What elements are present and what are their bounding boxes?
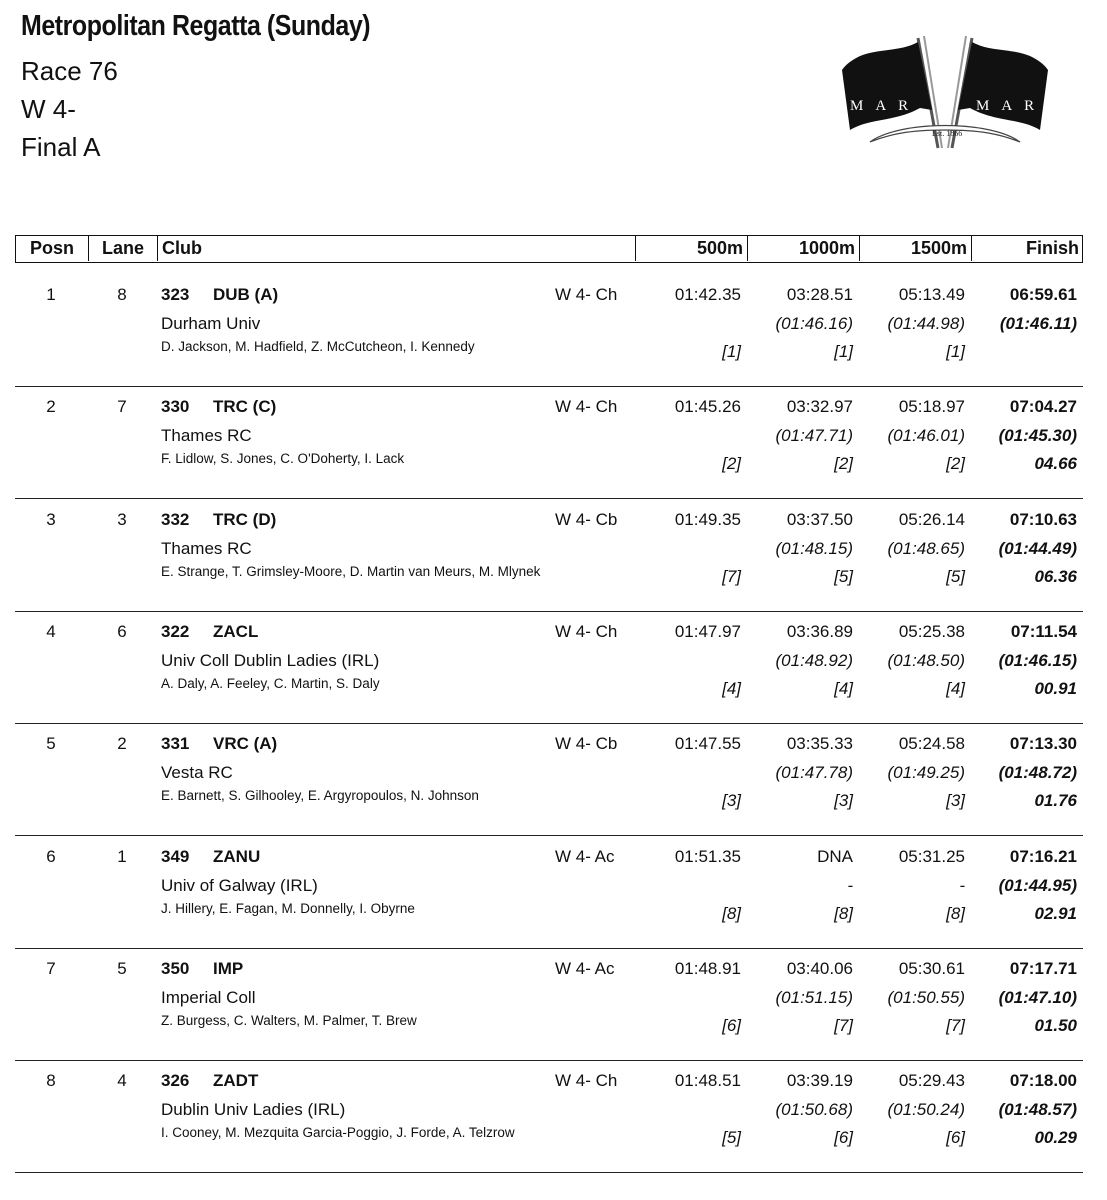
rank-1500m: [3] xyxy=(946,791,965,811)
split-finish: (01:47.10) xyxy=(998,987,1077,1007)
col-500m: 500m xyxy=(696,238,743,258)
time-1000m: DNA xyxy=(817,846,853,866)
crew-code: DUB (A) xyxy=(213,285,279,304)
rank-1500m: [7] xyxy=(946,1015,965,1035)
split-1000m: - xyxy=(847,875,853,895)
crew-members: F. Lidlow, S. Jones, C. O'Doherty, I. Lack xyxy=(161,451,405,467)
crew-code: ZANU xyxy=(213,846,261,866)
split-1000m: (01:47.71) xyxy=(775,426,853,446)
crew-members: D. Jackson, M. Hadfield, Z. McCutcheon, I. Kennedy xyxy=(161,339,475,354)
time-1500m: 05:18.97 xyxy=(898,397,965,417)
time-1500m: 05:31.25 xyxy=(898,846,965,866)
time-1500m: 05:26.14 xyxy=(898,509,965,529)
time-500m: 01:49.35 xyxy=(674,509,741,529)
time-1500m: 05:29.43 xyxy=(898,1071,965,1091)
split-1500m: (01:48.50) xyxy=(887,650,965,670)
finish-time: 06:59.61 xyxy=(1009,285,1077,304)
posn: 2 xyxy=(46,397,56,417)
rank-1000m: [8] xyxy=(834,903,853,923)
table-row xyxy=(15,837,1083,949)
split-finish: (01:44.49) xyxy=(998,538,1077,558)
split-1000m: (01:50.68) xyxy=(775,1100,853,1120)
margin: 01.50 xyxy=(1034,1015,1077,1035)
margin: 04.66 xyxy=(1034,454,1077,474)
rank-1000m: [6] xyxy=(834,1128,853,1148)
posn: 3 xyxy=(46,509,56,529)
col-posn: Posn xyxy=(29,238,74,258)
category: W 4- Ch xyxy=(555,285,618,304)
rank-500m: [3] xyxy=(722,791,741,811)
crew-code: IMP xyxy=(213,958,244,978)
split-1500m: (01:50.55) xyxy=(887,987,965,1007)
crew-code: ZACL xyxy=(213,621,259,641)
finish-time: 07:17.71 xyxy=(1009,958,1077,978)
lane: 4 xyxy=(117,1071,127,1091)
club-name: Dublin Univ Ladies (IRL) xyxy=(161,1100,346,1120)
category: W 4- Ac xyxy=(555,958,615,978)
crew-members: Z. Burgess, C. Walters, M. Palmer, T. Brew xyxy=(161,1012,417,1028)
rank-1000m: [7] xyxy=(834,1015,853,1035)
posn: 8 xyxy=(46,1071,56,1091)
split-1500m: (01:48.65) xyxy=(887,538,965,558)
time-1000m: 03:28.51 xyxy=(786,285,853,304)
col-club: Club xyxy=(162,238,202,258)
split-1000m: (01:51.15) xyxy=(775,987,853,1007)
crew-code: TRC (C) xyxy=(213,397,277,417)
mar-flags-logo xyxy=(840,30,1050,160)
col-1500m: 1500m xyxy=(910,238,967,258)
rank-1500m: [6] xyxy=(946,1128,965,1148)
time-1000m: 03:32.97 xyxy=(786,397,853,417)
crew-number: 349 xyxy=(161,846,190,866)
lane: 8 xyxy=(117,285,127,304)
club-name: Thames RC xyxy=(161,538,252,558)
crew-code: ZADT xyxy=(213,1071,259,1091)
split-1000m: (01:47.78) xyxy=(775,763,853,783)
rank-500m: [2] xyxy=(722,454,741,474)
category: W 4- Ac xyxy=(555,846,615,866)
col-lane: Lane xyxy=(101,238,144,258)
race-stage: Final A xyxy=(21,132,101,162)
category: W 4- Ch xyxy=(555,1071,618,1091)
time-500m: 01:48.91 xyxy=(674,958,741,978)
split-1500m: (01:44.98) xyxy=(887,314,965,333)
split-finish: (01:48.57) xyxy=(998,1100,1077,1120)
regatta-title: Metropolitan Regatta (Sunday) xyxy=(21,10,371,42)
time-1000m: 03:40.06 xyxy=(786,958,853,978)
rank-1500m: [2] xyxy=(946,454,965,474)
table-row xyxy=(15,612,1083,724)
margin: 06.36 xyxy=(1034,566,1077,586)
split-1500m: (01:49.25) xyxy=(887,763,965,783)
rank-1000m: [2] xyxy=(834,454,853,474)
rank-1500m: [8] xyxy=(946,903,965,923)
crew-number: 326 xyxy=(161,1071,190,1091)
category: W 4- Ch xyxy=(555,621,618,641)
crew-number: 330 xyxy=(161,397,190,417)
rank-500m: [8] xyxy=(722,903,741,923)
time-500m: 01:51.35 xyxy=(674,846,741,866)
finish-time: 07:04.27 xyxy=(1009,397,1077,417)
rank-1000m: [5] xyxy=(834,566,853,586)
race-number: Race 76 xyxy=(21,56,118,86)
category: W 4- Cb xyxy=(555,734,618,754)
col-1000m: 1000m xyxy=(798,238,855,258)
split-finish: (01:48.72) xyxy=(998,763,1077,783)
posn: 6 xyxy=(46,846,56,866)
split-1000m: (01:48.15) xyxy=(775,538,853,558)
right-flag-text: MAR xyxy=(976,98,1047,114)
finish-time: 07:10.63 xyxy=(1009,509,1077,529)
rank-1500m: [5] xyxy=(946,566,965,586)
posn: 4 xyxy=(46,621,56,641)
lane: 5 xyxy=(117,958,127,978)
finish-time: 07:18.00 xyxy=(1009,1071,1077,1091)
posn: 1 xyxy=(46,285,56,304)
crew-members: E. Strange, T. Grimsley-Moore, D. Martin van Meurs, M. Mlynek xyxy=(161,563,541,579)
split-finish: (01:46.15) xyxy=(998,650,1077,670)
event-name: W 4- xyxy=(21,94,76,124)
time-500m: 01:42.35 xyxy=(674,285,741,304)
table-row xyxy=(15,500,1083,612)
crew-number: 350 xyxy=(161,958,190,978)
crew-number: 323 xyxy=(161,285,190,304)
time-500m: 01:45.26 xyxy=(674,397,741,417)
col-finish: Finish xyxy=(1026,238,1079,258)
lane: 3 xyxy=(117,509,127,529)
time-1500m: 05:25.38 xyxy=(898,621,965,641)
margin: 01.76 xyxy=(1034,791,1077,811)
finish-time: 07:16.21 xyxy=(1009,846,1077,866)
posn: 7 xyxy=(46,958,56,978)
crew-number: 331 xyxy=(161,734,190,754)
margin: 00.91 xyxy=(1034,678,1077,698)
rank-500m: [5] xyxy=(722,1128,741,1148)
club-name: Vesta RC xyxy=(161,763,233,783)
club-name: Thames RC xyxy=(161,426,252,446)
left-flag-text: MAR xyxy=(850,98,921,114)
time-1000m: 03:37.50 xyxy=(786,509,853,529)
split-1000m: (01:46.16) xyxy=(775,314,853,333)
split-finish: (01:46.11) xyxy=(999,314,1077,333)
table-row xyxy=(15,949,1083,1061)
time-500m: 01:48.51 xyxy=(674,1071,741,1091)
rank-1000m: [3] xyxy=(834,791,853,811)
time-1500m: 05:13.49 xyxy=(898,285,965,304)
table-row xyxy=(15,275,1083,387)
lane: 2 xyxy=(117,734,127,754)
club-name: Univ Coll Dublin Ladies (IRL) xyxy=(161,650,380,670)
time-500m: 01:47.55 xyxy=(674,734,741,754)
posn: 5 xyxy=(46,734,56,754)
margin: 00.29 xyxy=(1034,1128,1077,1148)
rank-500m: [4] xyxy=(722,678,741,698)
lane: 6 xyxy=(117,621,127,641)
split-finish: (01:45.30) xyxy=(998,426,1077,446)
lane: 7 xyxy=(117,397,127,417)
table-row xyxy=(15,1061,1083,1173)
split-finish: (01:44.95) xyxy=(998,875,1077,895)
rank-500m: [1] xyxy=(722,342,741,361)
crew-code: TRC (D) xyxy=(213,509,277,529)
club-name: Imperial Coll xyxy=(161,987,256,1007)
time-1000m: 03:36.89 xyxy=(786,621,853,641)
split-1500m: (01:50.24) xyxy=(887,1100,965,1120)
time-1000m: 03:35.33 xyxy=(786,734,853,754)
crew-members: E. Barnett, S. Gilhooley, E. Argyropoulos, N. Johnson xyxy=(161,788,479,804)
rank-1500m: [1] xyxy=(946,342,965,361)
category: W 4- Ch xyxy=(555,397,618,417)
rank-500m: [7] xyxy=(722,566,741,586)
est-text: Est. 1866 xyxy=(932,129,963,138)
margin: 02.91 xyxy=(1034,903,1077,923)
results-table-header xyxy=(15,235,1083,263)
crew-number: 332 xyxy=(161,509,190,529)
rank-500m: [6] xyxy=(722,1015,741,1035)
time-500m: 01:47.97 xyxy=(674,621,741,641)
category: W 4- Cb xyxy=(555,509,618,529)
time-1000m: 03:39.19 xyxy=(786,1071,853,1091)
rank-1000m: [1] xyxy=(834,342,853,361)
club-name: Durham Univ xyxy=(161,314,261,333)
table-row xyxy=(15,724,1083,836)
lane: 1 xyxy=(117,846,127,866)
rank-1500m: [4] xyxy=(946,678,965,698)
split-1000m: (01:48.92) xyxy=(775,650,853,670)
crew-members: J. Hillery, E. Fagan, M. Donnelly, I. Obyrne xyxy=(161,900,415,916)
row-divider xyxy=(15,1172,1083,1173)
crew-members: A. Daly, A. Feeley, C. Martin, S. Daly xyxy=(161,675,380,691)
crew-number: 322 xyxy=(161,621,190,641)
crew-code: VRC (A) xyxy=(213,734,278,754)
club-name: Univ of Galway (IRL) xyxy=(161,875,318,895)
time-1500m: 05:24.58 xyxy=(898,734,965,754)
split-1500m: (01:46.01) xyxy=(887,426,965,446)
table-row xyxy=(15,387,1083,499)
crew-members: I. Cooney, M. Mezquita Garcia-Poggio, J. Forde, A. Telzrow xyxy=(161,1125,515,1141)
finish-time: 07:13.30 xyxy=(1009,734,1077,754)
rank-1000m: [4] xyxy=(834,678,853,698)
time-1500m: 05:30.61 xyxy=(898,958,965,978)
split-1500m: - xyxy=(959,875,965,895)
finish-time: 07:11.54 xyxy=(1010,621,1077,641)
